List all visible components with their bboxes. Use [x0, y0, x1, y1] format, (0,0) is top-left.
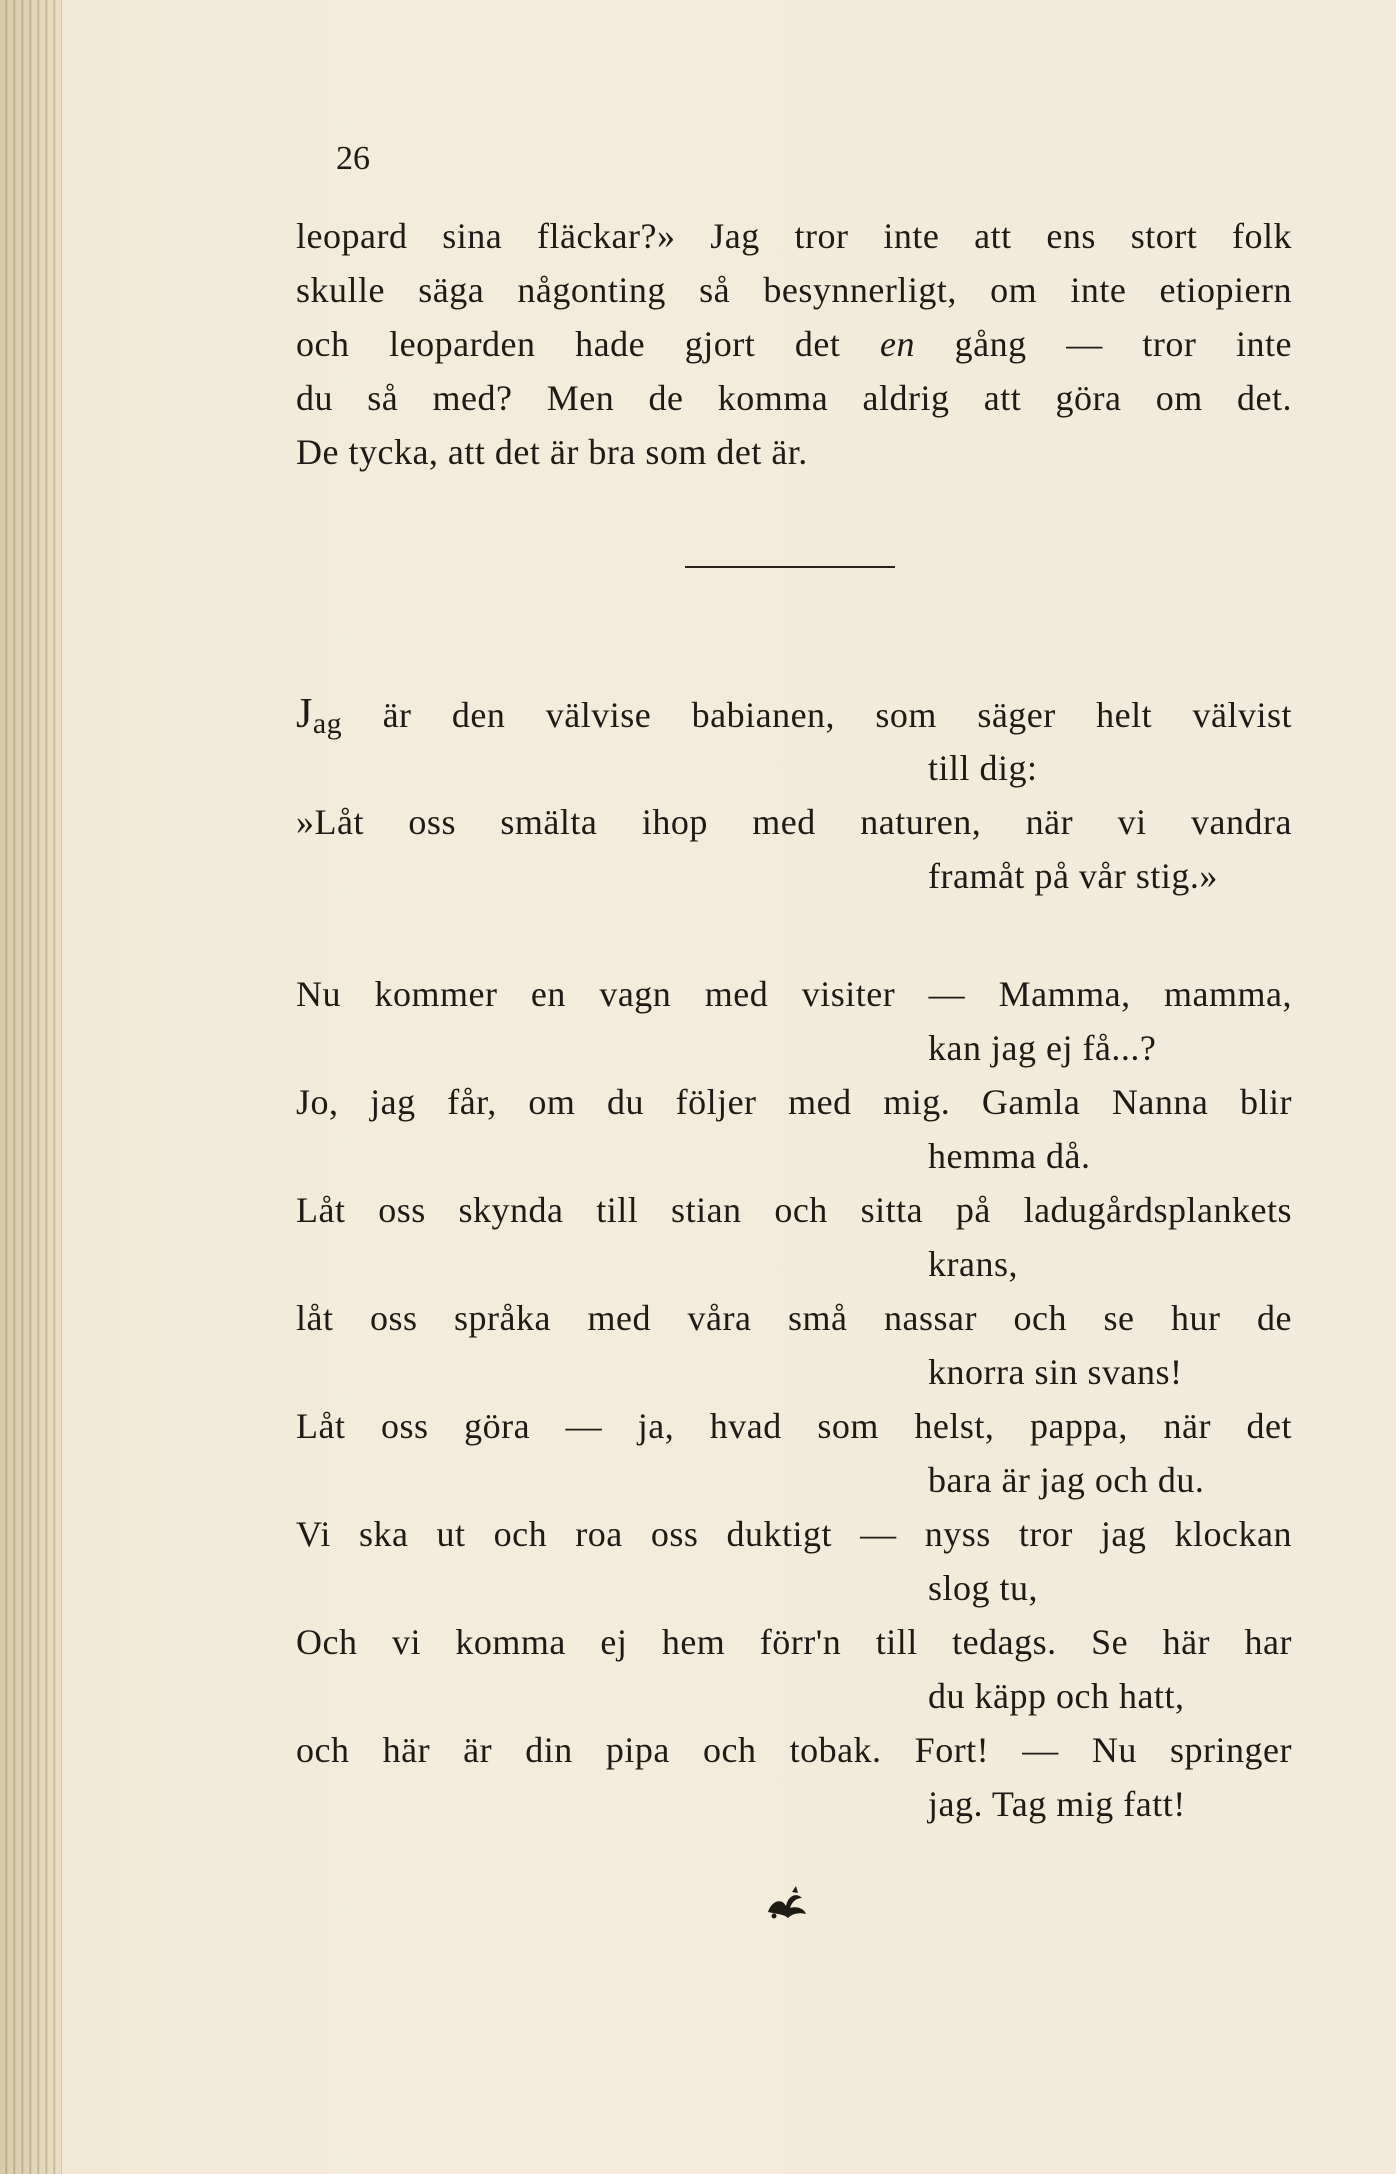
- prose-text: gång — tror inte: [915, 324, 1292, 364]
- verse-line: Nu kommer en vagn med visiter — Mamma, mamma,: [296, 974, 1292, 1014]
- verse-line: Jo, jag får, om du följer med mig. Gamla Nanna blir: [296, 1082, 1292, 1122]
- prose-text: och leoparden hade gjort det: [296, 324, 881, 364]
- verse-continuation: du käpp och hatt,: [928, 1676, 1185, 1716]
- verse-continuation: bara är jag och du.: [928, 1460, 1205, 1500]
- verse-line: och här är din pipa och tobak. Fort! — Nu springer: [296, 1730, 1292, 1770]
- verse-line: Låt oss skynda till stian och sitta på ladugårdsplankets: [296, 1190, 1292, 1230]
- verse-line: »Låt oss smälta ihop med naturen, när vi vandra: [296, 802, 1292, 842]
- verse-continuation: jag. Tag mig fatt!: [928, 1784, 1186, 1824]
- book-binding-edge: [0, 0, 62, 2174]
- verse-line: låt oss språka med våra små nassar och se hur de: [296, 1298, 1292, 1338]
- prose-line: skulle säga någonting så besynnerligt, om inte etiopiern: [296, 270, 1292, 310]
- verse-continuation: framåt på vår stig.»: [928, 856, 1218, 896]
- emphasis-text: en: [880, 324, 915, 364]
- verse-continuation: kan jag ej få...?: [928, 1028, 1157, 1068]
- page-number: 26: [336, 140, 370, 177]
- verse-continuation: hemma då.: [928, 1136, 1091, 1176]
- initial-letter-tail: ag: [312, 707, 343, 740]
- verse-continuation: slog tu,: [928, 1568, 1039, 1608]
- verse-continuation: till dig:: [928, 748, 1038, 788]
- verse-line: Låt oss göra — ja, hvad som helst, pappa, när det: [296, 1406, 1292, 1446]
- prose-line: De tycka, att det är bra som det är.: [296, 432, 808, 472]
- verse-line: Och vi komma ej hem förr'n till tedags. Se här har: [296, 1622, 1292, 1662]
- verse-text: är den välvise babianen, som säger helt välvist: [342, 695, 1292, 735]
- prose-line: du så med? Men de komma aldrig att göra om det.: [296, 378, 1292, 418]
- initial-letter: J: [296, 691, 313, 737]
- section-divider: [685, 566, 895, 568]
- prose-line: [296, 320, 1292, 368]
- fleuron-icon: [762, 1884, 812, 1924]
- verse-line: [296, 690, 1292, 738]
- verse-continuation: krans,: [928, 1244, 1018, 1284]
- verse-continuation: knorra sin svans!: [928, 1352, 1183, 1392]
- prose-line: leopard sina fläckar?» Jag tror inte att ens stort folk: [296, 216, 1292, 256]
- verse-line: Vi ska ut och roa oss duktigt — nyss tror jag klockan: [296, 1514, 1292, 1554]
